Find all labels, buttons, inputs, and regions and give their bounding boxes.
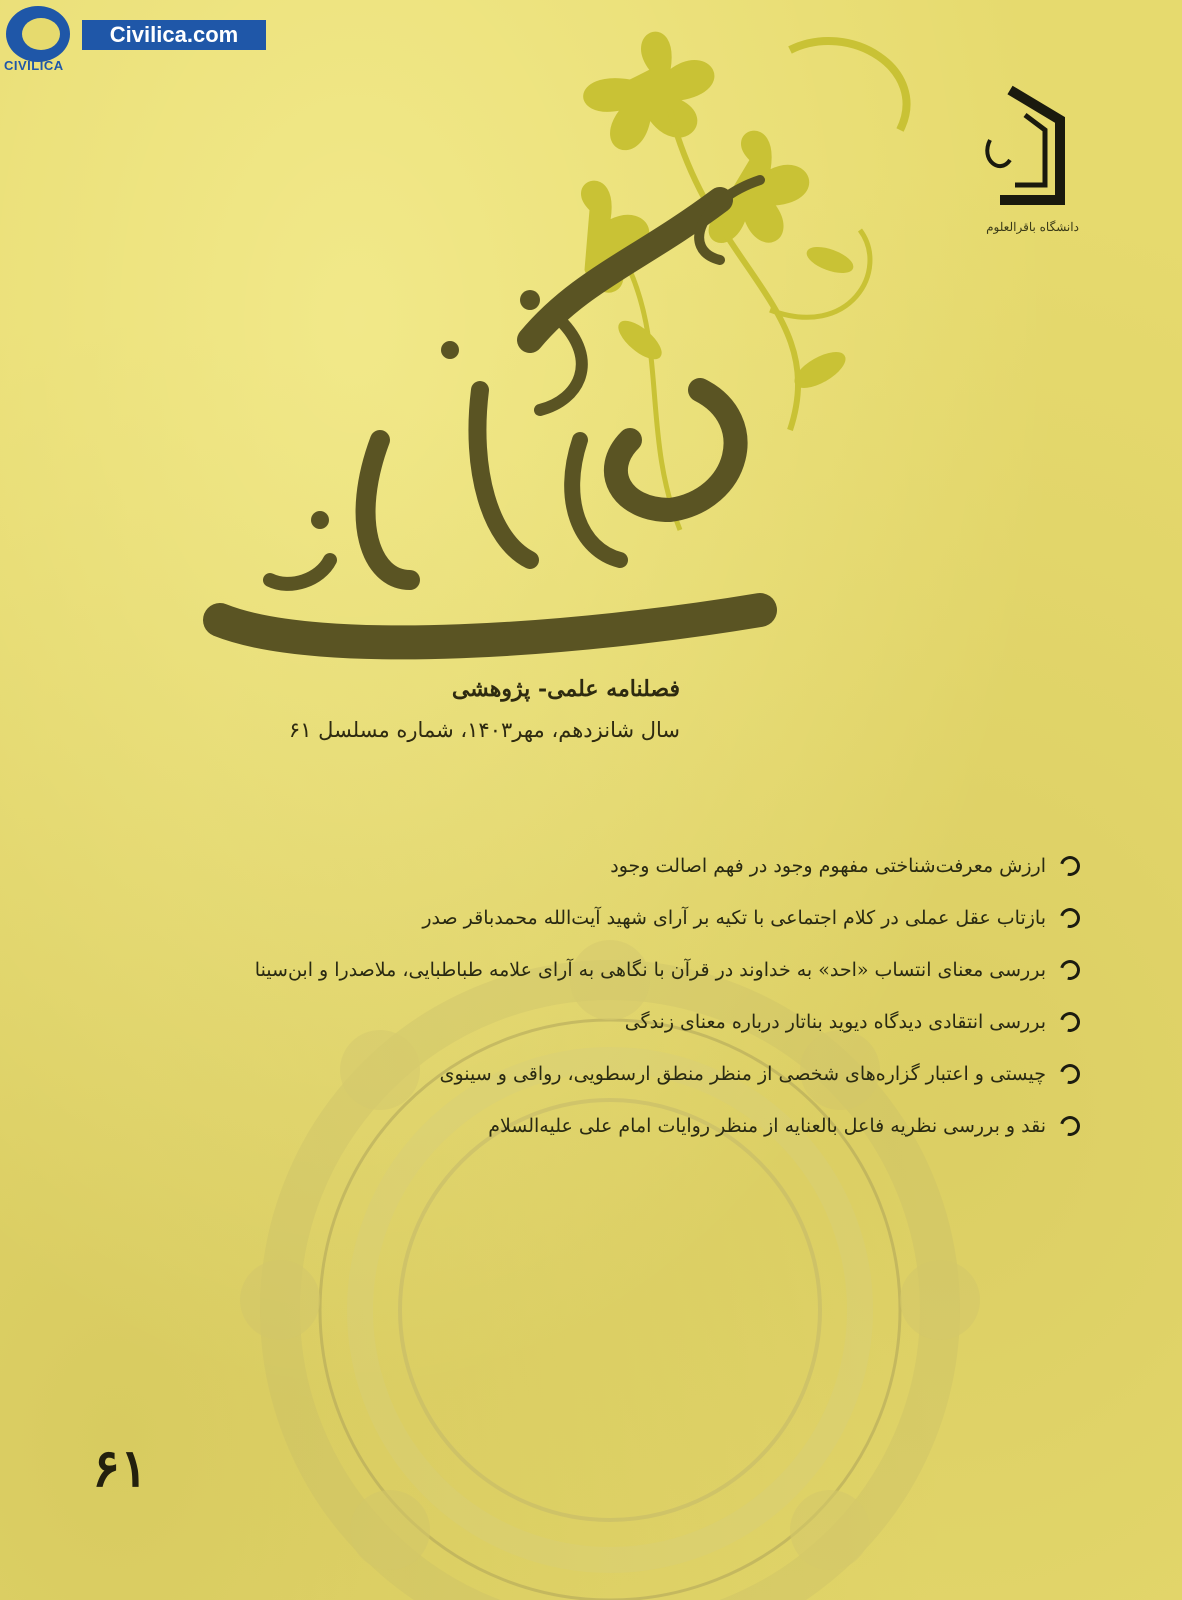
university-logo <box>980 80 1090 240</box>
university-logo-caption: دانشگاه باقرالعلوم <box>986 220 1079 234</box>
circle-bullet-icon <box>1056 1112 1083 1139</box>
article-title: چیستی و اعتبار گزاره‌های شخصی از منظر منطق ارسطویی، رواقی و سینوی <box>439 1063 1046 1085</box>
article-title: بررسی معنای انتساب «احد» به خداوند در قرآن با نگاهی به آرای علامه طباطبایی، ملاصدرا و ابن‌سینا <box>254 959 1046 981</box>
article-title: بررسی انتقادی دیدگاه دیوید بناتار درباره معنای زندگی <box>624 1011 1046 1033</box>
article-item[interactable] <box>140 1048 1080 1100</box>
journal-subtitle: فصلنامه علمی- پژوهشی <box>451 676 680 702</box>
civilica-c-icon <box>6 6 70 62</box>
article-title: بازتاب عقل عملی در کلام اجتماعی با تکیه بر آرای شهید آیت‌الله محمدباقر صدر <box>422 907 1046 929</box>
article-item[interactable] <box>140 892 1080 944</box>
volume-number: ۶۱ <box>92 1438 148 1499</box>
circle-bullet-icon <box>1056 956 1083 983</box>
issue-line: سال شانزدهم، مهر۱۴۰۳، شماره مسلسل ۶۱ <box>288 718 680 742</box>
civilica-banner[interactable]: Civilica.com <box>82 20 266 50</box>
circle-bullet-icon <box>1056 904 1083 931</box>
article-item[interactable] <box>140 996 1080 1048</box>
article-list <box>140 840 1080 1152</box>
article-title: نقد و بررسی نظریه فاعل بالعنایه از منظر روایات امام علی علیه‌السلام <box>488 1115 1046 1137</box>
article-item[interactable] <box>140 944 1080 996</box>
circle-bullet-icon <box>1056 852 1083 879</box>
civilica-caption: CIVILICA <box>4 58 64 73</box>
article-item[interactable] <box>140 840 1080 892</box>
journal-title-calligraphy <box>200 140 800 700</box>
article-item[interactable] <box>140 1100 1080 1152</box>
article-title: ارزش معرفت‌شناختی مفهوم وجود در فهم اصالت وجود <box>610 855 1046 877</box>
circle-bullet-icon <box>1056 1060 1083 1087</box>
circle-bullet-icon <box>1056 1008 1083 1035</box>
